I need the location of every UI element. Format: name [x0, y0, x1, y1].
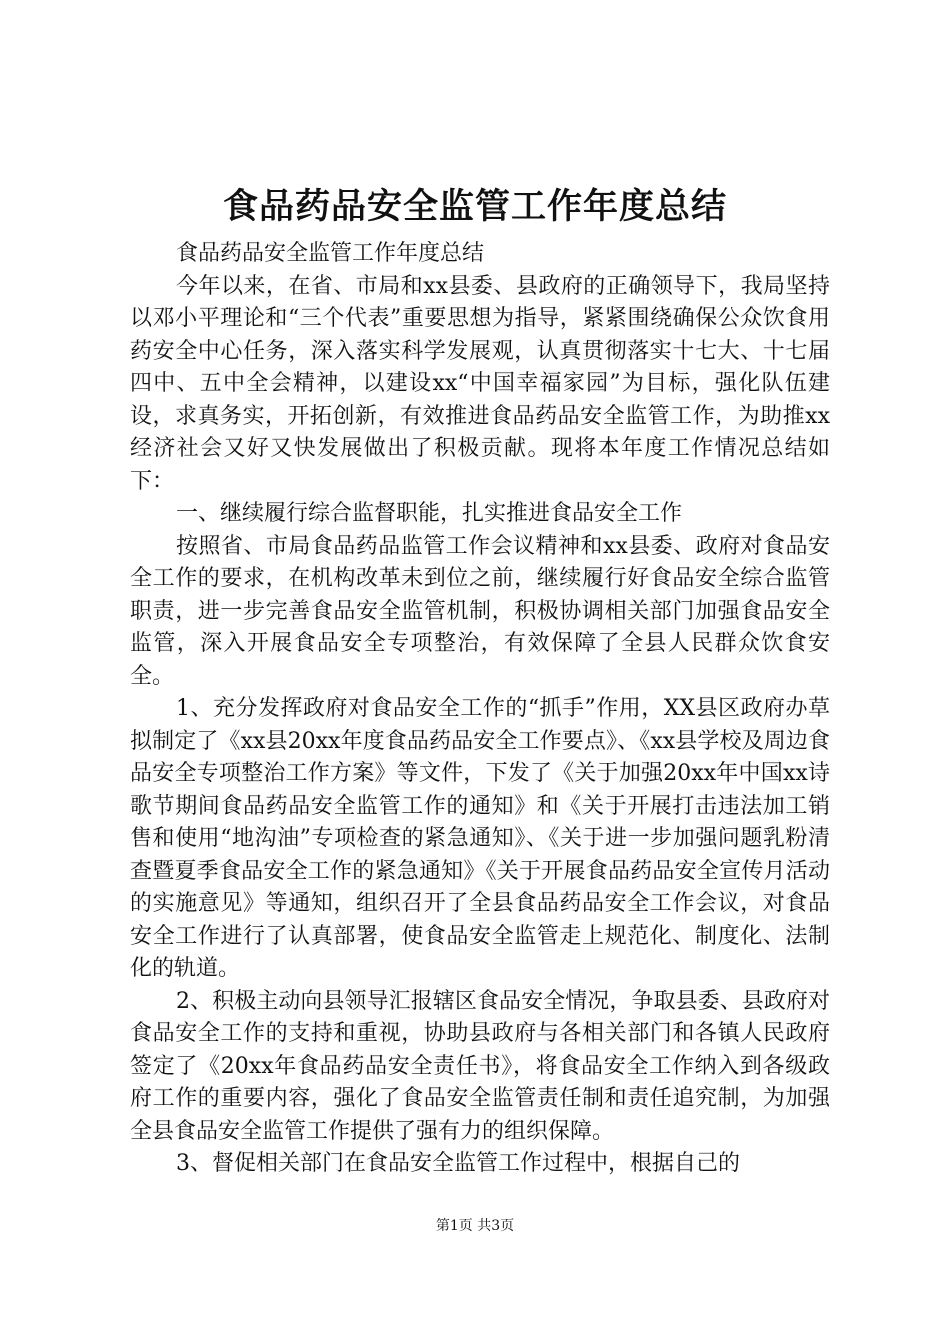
- item-paragraph-2: 2、积极主动向县领导汇报辖区食品安全情况，争取县委、县政府对食品安全工作的支持和重视，协助县政府与各相关部门和各镇人民政府签定了《20xx年食品药品安全责任书》，将食品安全工作纳入到各级政府工作的重要内容，强化了食品安全监管责任制和责任追究制，为加强全县食品安全监管工作提供了强有力的组织保障。: [130, 988, 830, 1144]
- document-body: [130, 238, 830, 1181]
- section-paragraph: 按照省、市局食品药品监管工作会议精神和xx县委、政府对食品安全工作的要求，在机构改革未到位之前，继续履行好食品安全综合监管职责，进一步完善食品安全监管机制，积极协调相关部门加强食品安全监管，深入开展食品安全专项整治，有效保障了全县人民群众饮食安全。: [130, 533, 830, 689]
- document-title: 食品药品安全监管工作年度总结: [222, 187, 727, 227]
- intro-paragraph: 今年以来，在省、市局和xx县委、县政府的正确领导下，我局坚持以邓小平理论和“三个代表”重要思想为指导，紧紧围绕确保公众饮食用药安全中心任务，深入落实科学发展观，认真贯彻落实十七大、十七届四中、五中全会精神，以建设xx“中国幸福家园”为目标，强化队伍建设，求真务实，开拓创新，有效推进食品药品安全监管工作，为助推xx经济社会又好又快发展做出了积极贡献。现将本年度工作情况总结如下：: [130, 273, 830, 494]
- item-paragraph-3: 3、督促相关部门在食品安全监管工作过程中，根据自己的: [176, 1151, 740, 1176]
- subtitle-paragraph: 食品药品安全监管工作年度总结: [176, 241, 485, 266]
- page-number-footer: 第1页 共3页: [435, 1218, 515, 1234]
- item-paragraph-1: 1、充分发挥政府对食品安全工作的“抓手”作用，XX县区政府办草拟制定了《xx县20xx年度食品药品安全工作要点》、《xx县学校及周边食品安全专项整治工作方案》等文件，下发了《关于加强20xx年中国xx诗歌节期间食品药品安全监管工作的通知》和《关于开展打击违法加工销售和使用“地沟油”专项检查的紧急通知》、《关于进一步加强问题乳粉清查暨夏季食品安全工作的紧急通知》《关于开展食品药品安全宣传月活动的实施意见》等通知，组织召开了全县食品药品安全工作会议，对食品安全工作进行了认真部署，使食品安全监管走上规范化、制度化、法制化的轨道。: [130, 696, 830, 981]
- section-heading: 一、继续履行综合监督职能，扎实推进食品安全工作: [176, 501, 683, 526]
